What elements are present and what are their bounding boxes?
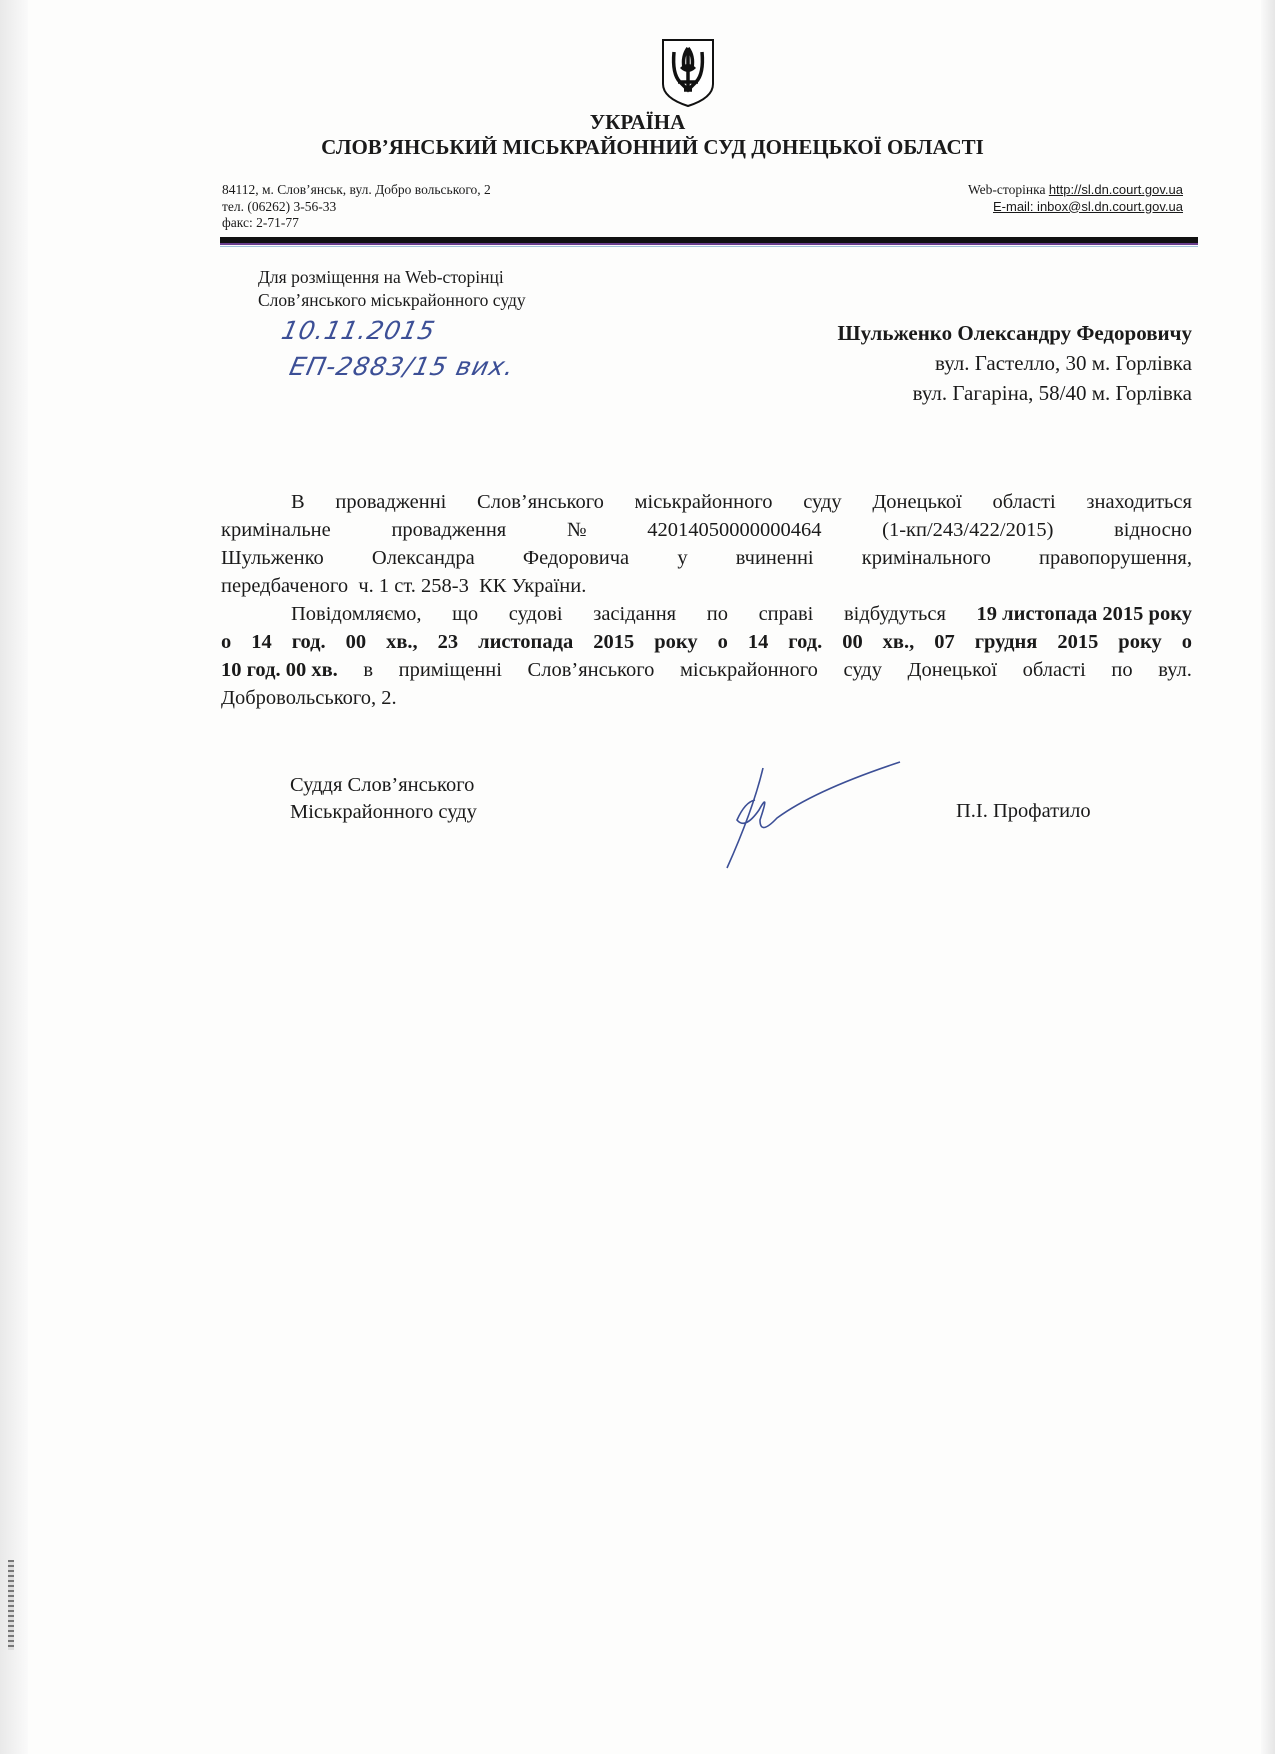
body-text: суду	[803, 491, 842, 513]
body-text-bold: 07	[934, 631, 955, 653]
body-text: В	[291, 491, 305, 513]
body-line	[221, 516, 1192, 544]
letterhead-divider-thin	[220, 246, 1198, 247]
country-heading: УКРАЇНА	[589, 110, 686, 134]
body-text: вчиненні	[735, 547, 814, 569]
handwritten-outgoing-number: ЕП-2883/15 вих.	[286, 352, 518, 381]
court-phone: тел. (06262) 3-56-33	[222, 198, 337, 214]
body-text: Донецької	[907, 659, 998, 681]
body-text: міськрайонного	[634, 491, 773, 513]
body-text: Слов’янського	[477, 491, 604, 513]
body-text-bold: 10 год. 00 хв.	[221, 659, 338, 681]
body-text: Федоровича	[522, 547, 630, 569]
body-text: Добровольського, 2.	[221, 687, 397, 709]
email-link[interactable]: E-mail: inbox@sl.dn.court.gov.ua	[993, 198, 1183, 214]
body-text-bold: о	[1181, 631, 1192, 653]
body-text: по	[1111, 659, 1133, 681]
body-text: засідання	[593, 603, 677, 625]
body-text: 42014050000000464	[647, 519, 822, 541]
body-line	[221, 572, 1192, 600]
court-name-heading: СЛОВ’ЯНСЬКИЙ МІСЬКРАЙОННИЙ СУД ДОНЕЦЬКОЇ ОБЛАСТІ	[321, 135, 984, 159]
body-text-bold: год.	[788, 631, 823, 653]
recipient-address-2: вул. Гагаріна, 58/40 м. Горлівка	[912, 381, 1192, 405]
court-address: 84112, м. Слов’янськ, вул. Добро вольського, 2	[222, 182, 491, 197]
judge-name: П.І. Профатило	[956, 800, 1091, 822]
body-text: що	[452, 603, 479, 625]
body-text-bold: о	[717, 631, 728, 653]
court-contacts	[222, 182, 491, 232]
body-text: відносно	[1114, 519, 1192, 541]
body-text: відбудуться	[843, 603, 946, 625]
body-text: Олександра	[371, 547, 475, 569]
body-text: області	[1022, 659, 1086, 681]
body-text-bold: 00	[842, 631, 863, 653]
body-text-bold: год.	[291, 631, 326, 653]
court-fax: факс: 2-71-77	[222, 215, 299, 230]
body-line	[221, 628, 1192, 656]
body-text: правопорушення,	[1039, 547, 1192, 569]
judge-title-line2: Міськрайонного суду	[290, 801, 477, 823]
recipient-block	[838, 318, 1192, 408]
body-text-bold: 14	[251, 631, 272, 653]
body-text: Шульженко	[221, 547, 324, 569]
body-line	[221, 488, 1192, 516]
body-text-bold: 19 листопада 2015 року	[976, 603, 1192, 625]
body-text: провадження	[391, 519, 507, 541]
body-text-bold: 2015	[593, 631, 635, 653]
body-text: суду	[843, 659, 882, 681]
judge-title	[290, 772, 477, 826]
body-text-bold: хв.,	[386, 631, 418, 653]
body-text: кримінальне	[221, 519, 331, 541]
handwritten-date: 10.11.2015	[278, 316, 439, 345]
placement-note	[258, 266, 526, 312]
body-text: кримінального	[861, 547, 991, 569]
recipient-name: Шульженко Олександру Федоровичу	[837, 321, 1192, 345]
body-text-bold: 14	[747, 631, 769, 653]
body-text-bold: року	[1118, 631, 1162, 653]
body-line	[221, 600, 1192, 628]
body-line	[221, 656, 1192, 684]
body-text-bold: 2015	[1057, 631, 1099, 653]
body-text: справі	[758, 603, 814, 625]
scan-left-edge	[0, 0, 28, 1754]
body-text: знаходиться	[1086, 491, 1192, 513]
web-label: Web-сторінка	[968, 182, 1049, 197]
body-text: в	[363, 659, 374, 681]
placement-note-line1: Для розміщення на Web-сторінці	[258, 267, 504, 287]
judge-title-line1: Суддя Слов’янського	[290, 774, 475, 796]
body-text-bold: о	[221, 631, 232, 653]
body-text: №	[566, 519, 587, 541]
body-text: Повідомляємо,	[291, 603, 422, 625]
body-text-bold: хв.,	[882, 631, 915, 653]
letter-body	[221, 488, 1192, 712]
body-text: Слов’янського	[527, 659, 655, 681]
letterhead-divider	[220, 237, 1198, 245]
handwritten-signature	[715, 760, 905, 870]
body-text: провадженні	[335, 491, 447, 513]
body-text: міськрайонного	[679, 659, 818, 681]
recipient-address-1: вул. Гастелло, 30 м. Горлівка	[935, 351, 1192, 375]
body-text-bold: листопада	[478, 631, 574, 653]
body-text: передбаченого ч. 1 ст. 258-3 КК України.	[221, 575, 587, 597]
scan-right-edge	[1261, 0, 1275, 1754]
body-text: Донецької	[872, 491, 962, 513]
scan-artifact	[8, 1560, 14, 1650]
coat-of-arms-icon	[660, 38, 716, 108]
body-text: по	[706, 603, 728, 625]
body-text: приміщенні	[398, 659, 502, 681]
body-line	[221, 544, 1192, 572]
placement-note-line2: Слов’янського міськрайонного суду	[258, 290, 526, 310]
body-text-bold: грудня	[974, 631, 1038, 653]
body-text: (1-кп/243/422/2015)	[882, 519, 1054, 541]
body-text-bold: 23	[437, 631, 459, 653]
body-text-bold: року	[654, 631, 698, 653]
body-line	[221, 684, 1192, 712]
body-text-bold: 00	[345, 631, 367, 653]
body-text: судові	[508, 603, 563, 625]
body-text: області	[992, 491, 1056, 513]
body-text: вул.	[1158, 659, 1192, 681]
website-link[interactable]: http://sl.dn.court.gov.ua	[1048, 182, 1183, 197]
court-online-contacts	[968, 182, 1183, 215]
body-text: у	[677, 547, 688, 569]
